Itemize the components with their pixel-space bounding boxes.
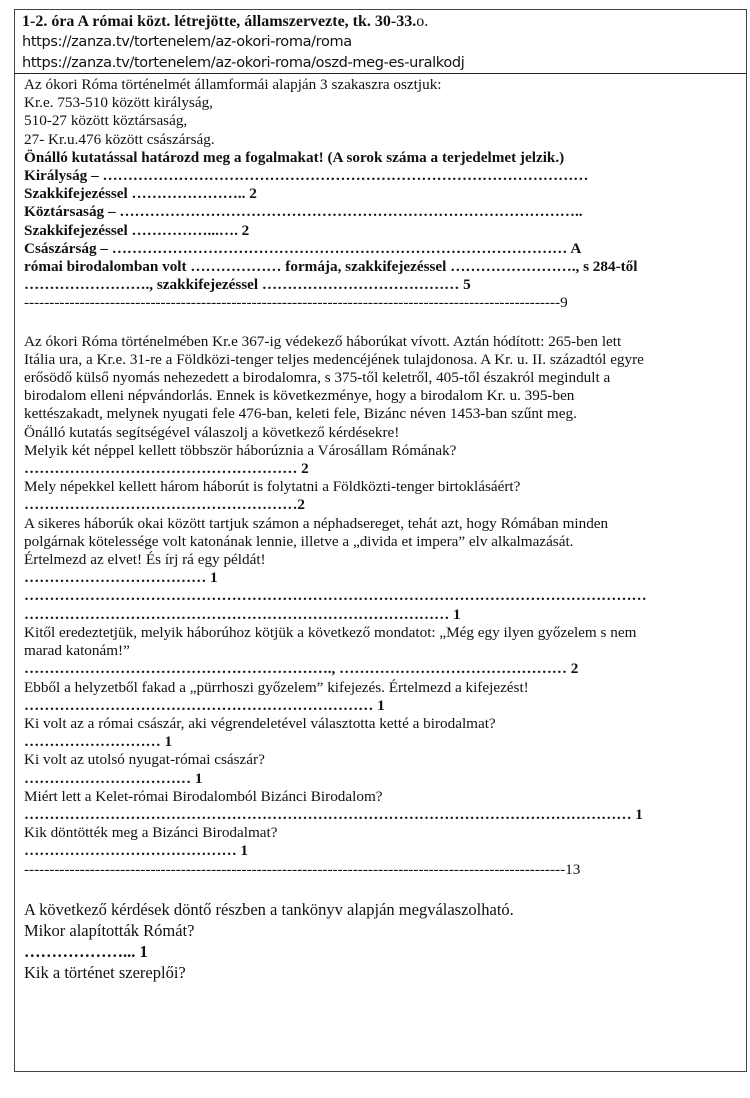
question-item [24,679,746,715]
answer-line[interactable]: ………………... 1 [24,941,148,961]
question-text: Ki volt az utolsó nyugat-római császár? [24,751,265,769]
question-item [24,788,746,824]
answer-line[interactable]: …………………………… 1 [24,769,203,787]
question-text: Kitől eredeztetjük, melyik háborúhoz kötjük a következő mondatot: „Még egy ilyen győzelem s nem [24,623,637,641]
csaszarsag-forms-line[interactable]: római birodalomban volt ……………… formája, szakkifejezéssel ……………………., s 284-től [24,258,638,276]
intro-line: 510-27 között köztársaság, [24,112,188,130]
paragraph-line: Az ókori Róma történelmében Kr.e 367-ig védekező háborúkat vívott. Aztán hódított: 265-ben lett [24,332,622,350]
instruction: Önálló kutatás segítségével válaszolj a következő kérdésekre! [24,423,400,441]
question-text: Kik a történet szereplői? [24,962,186,982]
section-state-forms [24,76,746,313]
paragraph-line: erősödő külső nyomás nehezedett a birodalomra, s 375-től keletről, 405-től északról megindult a [24,369,611,387]
section-textbook [24,899,746,983]
answer-line[interactable]: ……………………………………………… 2 [24,460,309,478]
answer-line[interactable]: …………………………………………………………… 1 [24,696,385,714]
question-item [24,624,746,679]
lesson-header [14,9,747,74]
worksheet-body [14,74,747,1072]
paragraph-line: birodalom elleni népvándorlás. Ennek is következménye, hogy a birodalom Kr. u. 395-ben [24,387,575,405]
zanza-link-oszd-meg[interactable]: https://zanza.tv/tortenelem/az-okori-roma/oszd-meg-es-uralkodj [22,55,465,71]
definition-csaszarsag[interactable]: Császárság – ……………………………………………………………………………… A [24,239,582,257]
question-text: Ebből a helyzetből fakad a „pürrhoszi győzelem” kifejezés. Értelmezd a kifejezést! [24,678,529,696]
question-text: Miért lett a Kelet-római Birodalomból Bizánci Birodalom? [24,787,383,805]
answer-line[interactable]: ……………………………………………………., ……………………………………… 2 [24,660,579,678]
term-koztarsasag[interactable]: Szakkifejezéssel ……………...…. 2 [24,221,250,239]
spacer [24,879,746,899]
question-item [24,715,746,751]
intro-line: 27- Kr.u.476 között császárság. [24,130,215,148]
answer-line[interactable]: …………………………………………………………………………………………………………… [24,587,647,605]
answer-line[interactable]: ………………………………………………………………………… 1 [24,605,461,623]
question-text: Kik döntötték meg a Bizánci Birodalmat? [24,824,278,842]
question-item [24,478,746,514]
zanza-link-roma[interactable]: https://zanza.tv/tortenelem/az-okori-roma/roma [22,34,352,50]
question-text: Melyik két néppel kellett többször háborúznia a Városállam Rómának? [24,441,457,459]
lesson-title-suffix: o. [416,13,429,30]
instruction: Önálló kutatással határozd meg a fogalmakat! (A sorok száma a terjedelmet jelzik.) [24,148,565,166]
intro-line: Az ókori Róma történelmét államformái alapján 3 szakaszra osztjuk: [24,76,442,93]
paragraph-line: kettészakadt, melynek nyugati fele 476-ban, keleti fele, Bizánc néven 1453-ban szűnt meg. [24,405,577,423]
lesson-title [22,10,746,32]
question-item [24,751,746,787]
intro-line: A következő kérdések döntő részben a tankönyv alapján megválaszolható. [24,899,514,919]
answer-line[interactable]: ……………………… 1 [24,733,173,751]
question-item [24,824,746,860]
definition-kiralysag[interactable]: Királyság – …………………………………………………………………………………… [24,167,589,185]
section-wars [24,333,746,879]
question-text: marad katonám!” [24,642,130,660]
worksheet-page [14,9,747,1072]
definition-koztarsasag[interactable]: Köztársaság – ……………………………………………………………………………….. [24,203,583,221]
question-item [24,442,746,478]
paragraph-line: Itália ura, a Kr.e. 31-re a Földközi-tenger teljes medencéjének tulajdonosa. A Kr. u. II. századtól egyre [24,350,644,368]
question-text: Mely népekkel kellett három háborút is folytatni a Földközti-tenger birtoklásáért? [24,478,521,496]
answer-line[interactable]: ………………………………………………2 [24,496,305,514]
question-item [24,515,746,624]
question-text: Értelmezd az elvet! És írj rá egy példát! [24,551,266,569]
answer-line[interactable]: ………………………………………………………………………………………………………… 1 [24,805,643,823]
lesson-title-text: 1-2. óra A római közt. létrejötte, államszervezte, tk. 30-33. [22,13,417,30]
question-text: Ki volt az a római császár, aki végrendeletével választotta ketté a birodalmat? [24,714,496,732]
question-text: polgárnak kötelessége volt katonának lennie, illetve a „divida et impera” elv alkalmazását. [24,532,574,550]
question-text: Mikor alapították Rómát? [24,920,195,940]
spacer [24,313,746,333]
answer-line[interactable]: ……………………………… 1 [24,569,218,587]
term-kiralysag[interactable]: Szakkifejezéssel ………………….. 2 [24,185,257,203]
section-total-score: -----------------------------------------------------------------------------------------------------------13 [24,860,581,878]
csaszarsag-term-line[interactable]: ……………………., szakkifejezéssel ………………………………… 5 [24,276,471,294]
question-text: A sikeres háborúk okai között tartjuk számon a néphadsereget, tehát azt, hogy Rómában minden [24,514,609,532]
answer-line[interactable]: …………………………………… 1 [24,842,249,860]
section-total-score: ----------------------------------------------------------------------------------------------------------9 [24,294,568,312]
intro-line: Kr.e. 753-510 között királyság, [24,94,213,112]
